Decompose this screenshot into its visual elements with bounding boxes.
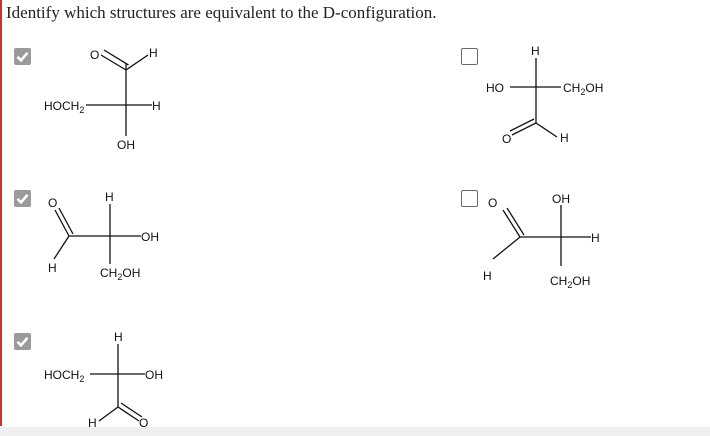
question-text: Identify which structures are equivalent to the D-configuration. xyxy=(6,3,437,22)
substituent-right: OH xyxy=(141,230,159,244)
hydrogen-label: H xyxy=(149,46,158,60)
substituent-left: HO xyxy=(486,81,504,95)
oxygen-label: O xyxy=(502,132,512,146)
substituent-top: OH xyxy=(552,192,570,206)
substituent-right: OH xyxy=(145,368,163,382)
hydrogen-label: H xyxy=(560,131,569,145)
hydrogen-label: H xyxy=(483,269,492,283)
substituent-right: $CH_2OH$ xyxy=(563,81,604,97)
oxygen-label: O xyxy=(48,196,58,210)
substituent-top: H xyxy=(531,44,540,58)
hydrogen-label: H xyxy=(48,261,57,275)
substituent-right: H xyxy=(152,99,161,113)
oxygen-label: O xyxy=(139,416,149,430)
substituent-right: H xyxy=(591,231,600,245)
substituent-left: $HOCH_2$ xyxy=(44,368,85,384)
substituent-top: H xyxy=(114,330,123,344)
substituent-bottom: OH xyxy=(117,138,135,152)
hydrogen-label: H xyxy=(88,416,97,430)
oxygen-label: O xyxy=(488,196,498,210)
substituent-top: H xyxy=(105,190,114,204)
substituent-bottom: $CH_2OH$ xyxy=(550,274,591,290)
oxygen-label: O xyxy=(90,48,100,62)
substituent-left: $HOCH_2$ xyxy=(44,99,85,115)
substituent-bottom: $CH_2OH$ xyxy=(100,266,141,282)
